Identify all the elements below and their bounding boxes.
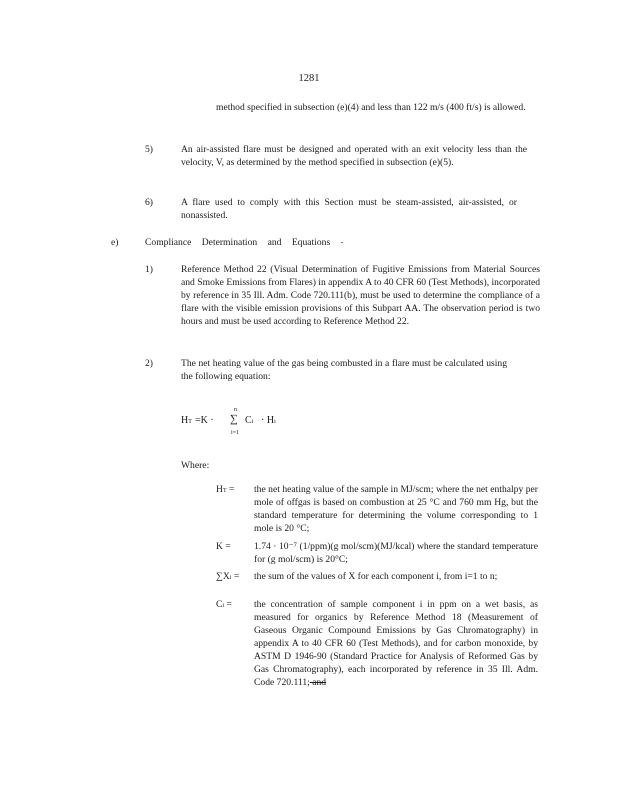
continued-paragraph: method specified in subsection (e)(4) and less than 122 m/s (400 ft/s) is allowed. bbox=[216, 102, 526, 113]
item-5-number: 5) bbox=[145, 144, 153, 155]
summation-lower-limit: i=1 bbox=[231, 430, 240, 436]
definition-symbol-k: K = bbox=[216, 541, 231, 552]
heating-value-equation bbox=[181, 404, 301, 438]
section-e-heading bbox=[145, 236, 343, 249]
equation-c-term: Ci bbox=[245, 415, 254, 426]
definition-text-ci bbox=[254, 598, 538, 689]
item-5-text: An air-assisted flare must be designed and operated with an exit velocity less than the velocity, V, as determined by the method specified in subsection (e)(5). bbox=[181, 144, 527, 168]
definition-text-ci-body: the concentration of sample component i in ppm on a wet basis, as measured for organics by Reference Method 18 (Measurement of Gaseous Organic Compound Emissions by Gas Chromatography) in appendix A to 40 CFR 60 (Test Methods), and for carbon monoxide, by ASTM D 1946-90 (Standard Practice for Analysis of Reformed Gas by Gas Chromatography), each incorporated by reference in 35 Ill. Adm. Code 720.111; bbox=[254, 599, 538, 688]
where-label: Where: bbox=[181, 460, 210, 471]
section-e-label: e) bbox=[111, 237, 119, 248]
section-e-heading-text: Compliance Determination and Equations bbox=[145, 237, 331, 248]
section-e-heading-mark: - bbox=[340, 238, 344, 247]
definition-symbol-sum-x: ∑Xi = bbox=[216, 571, 240, 582]
struck-text: and bbox=[309, 677, 327, 688]
summation-upper-limit: n bbox=[234, 407, 237, 413]
page-number: 1281 bbox=[298, 73, 320, 84]
equation-equals-k: =K · bbox=[195, 415, 214, 426]
e1-text: Reference Method 22 (Visual Determination of Fugitive Emissions from Material Sources and Smoke Emissions from Flares) in appendix A to 40 CFR 60 (Test Methods), incorporated by reference in 35 Ill. Adm. Code 720.111(b), must be used to determine the compliance of a flare with the visible emission provisions of this Subpart AA. The observation period is two hours and must be used according to Reference Method 22. bbox=[181, 264, 540, 327]
item-6-text: A flare used to comply with this Section must be steam-assisted, air-assisted, or nonassisted. bbox=[181, 197, 517, 221]
e1-number: 1) bbox=[145, 264, 153, 275]
summation-symbol: ∑ bbox=[230, 413, 238, 425]
definition-text-k: 1.74 · 10⁻⁷ (1/ppm)(g mol/scm)(MJ/kcal) where the standard temperature for (g mol/scm) is 20°C; bbox=[254, 541, 538, 565]
e2-number: 2) bbox=[145, 358, 153, 369]
definition-text-ht: the net heating value of the sample in MJ/scm; where the net enthalpy per mole of offgas is based on combustion at 25 °C and 760 mm Hg, but the standard temperature for determining the volume corresponding to 1 mole is 20 °C; bbox=[254, 484, 538, 534]
definition-symbol-ci: Ci = bbox=[216, 599, 232, 610]
definition-symbol-ht: HT = bbox=[216, 484, 235, 495]
definition-text-sum-x: the sum of the values of X for each component i, from i=1 to n; bbox=[254, 571, 498, 582]
equation-lhs: HT bbox=[181, 415, 192, 426]
item-6-number: 6) bbox=[145, 197, 153, 208]
equation-h-term: · Hi bbox=[261, 415, 276, 426]
e2-text: The net heating value of the gas being combusted in a flare must be calculated using the following equation: bbox=[181, 358, 507, 382]
